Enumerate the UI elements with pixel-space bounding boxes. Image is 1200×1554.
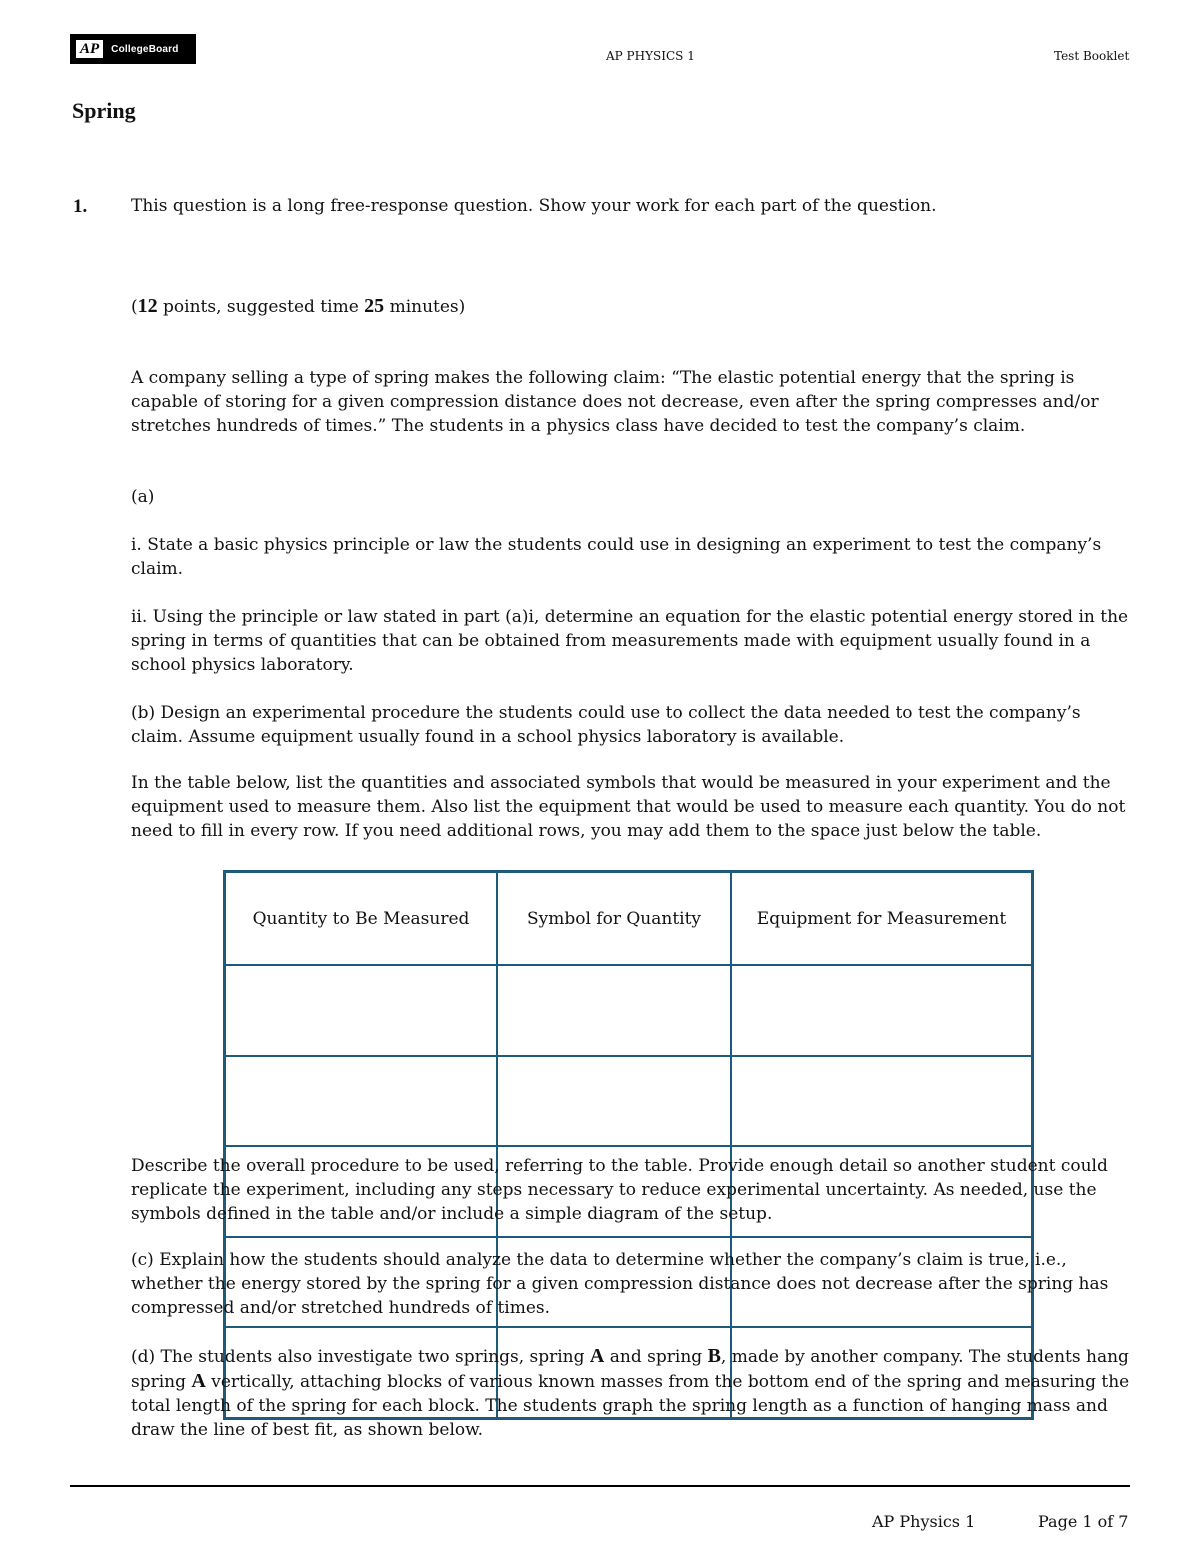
points-line: (12 points, suggested time 25 minutes)	[131, 295, 466, 317]
table-header-row	[225, 872, 1033, 966]
page-number: Page 1 of 7	[1038, 1512, 1129, 1531]
footer-course: AP Physics 1	[872, 1512, 976, 1531]
table-cell[interactable]	[497, 965, 731, 1055]
table-row	[225, 965, 1033, 1055]
part-a-label: (a)	[131, 487, 155, 507]
table-cell[interactable]	[225, 1056, 498, 1146]
footer-divider	[70, 1485, 1130, 1487]
time-value: 25	[364, 295, 385, 317]
table-row	[225, 1056, 1033, 1146]
procedure-text: Describe the overall procedure to be used, referring to the table. Provide enough detail so another student could replicate the experiment, including any steps necessary to reduce experimental uncertainty. As needed, use the symbols defined in the table and/or include a simple diagram of the setup.	[131, 1156, 1108, 1224]
measurement-table	[223, 870, 1034, 1420]
table-cell[interactable]	[225, 965, 498, 1055]
college-board-logo	[70, 34, 196, 64]
header-course: AP PHYSICS 1	[606, 49, 695, 63]
spring-b-label: B	[707, 1345, 721, 1367]
part-d: (d) The students also investigate two springs, spring A and spring B, made by another company. The students hang spring A vertically, attaching blocks of various known masses from the bottom end of the spring and measuring the total length of the spring for each block. The students graph the spring length as a function of hanging mass and draw the line of best fit, as shown below.	[131, 1345, 1130, 1440]
scenario-text: A company selling a type of spring makes the following claim: “The elastic potential energy that the spring is capable of storing for a given compression distance does not decrease, even after the spring compresses and/or stretches hundreds of times.” The students in a physics class have decided to test the company’s claim.	[131, 368, 1099, 436]
table-cell[interactable]	[731, 965, 1033, 1055]
spring-a-label: A	[589, 1345, 605, 1367]
points-value: 12	[137, 295, 158, 317]
col-symbol: Symbol for Quantity	[497, 872, 731, 966]
part-b: (b) Design an experimental procedure the students could use to collect the data needed to test the company’s claim. Assume equipment usually found in a school physics laboratory is available.	[131, 703, 1081, 747]
table-instructions: In the table below, list the quantities and associated symbols that would be measured in your experiment and the equipment used to measure them. Also list the equipment that would be used to measure each quantity. You do not need to fill in every row. If you need additional rows, you may add them to the space just below the table.	[131, 773, 1126, 841]
question-intro: This question is a long free-response question. Show your work for each part of the question.	[131, 196, 937, 216]
col-quantity: Quantity to Be Measured	[225, 872, 498, 966]
ap-logo-mark: AP	[76, 40, 103, 58]
col-equipment: Equipment for Measurement	[731, 872, 1033, 966]
table-cell[interactable]	[731, 1056, 1033, 1146]
spring-a-label: A	[191, 1370, 206, 1392]
table-cell[interactable]	[497, 1056, 731, 1146]
college-board-wordmark: CollegeBoard	[111, 43, 179, 55]
question-number: 1.	[73, 196, 88, 217]
part-c: (c) Explain how the students should analyze the data to determine whether the company’s claim is true, i.e., whether the energy stored by the spring for a given compression distance does not decrease after the spring has compressed and/or stretched hundreds of times.	[131, 1250, 1109, 1318]
part-a-i: i. State a basic physics principle or law the students could use in designing an experiment to test the company’s claim.	[131, 535, 1102, 579]
part-a-ii: ii. Using the principle or law stated in part (a)i, determine an equation for the elastic potential energy stored in the spring in terms of quantities that can be obtained from measurements made with equipment usually found in a school physics laboratory.	[131, 607, 1129, 675]
header-booklet: Test Booklet	[1054, 49, 1130, 63]
page-title: Spring	[72, 98, 136, 123]
